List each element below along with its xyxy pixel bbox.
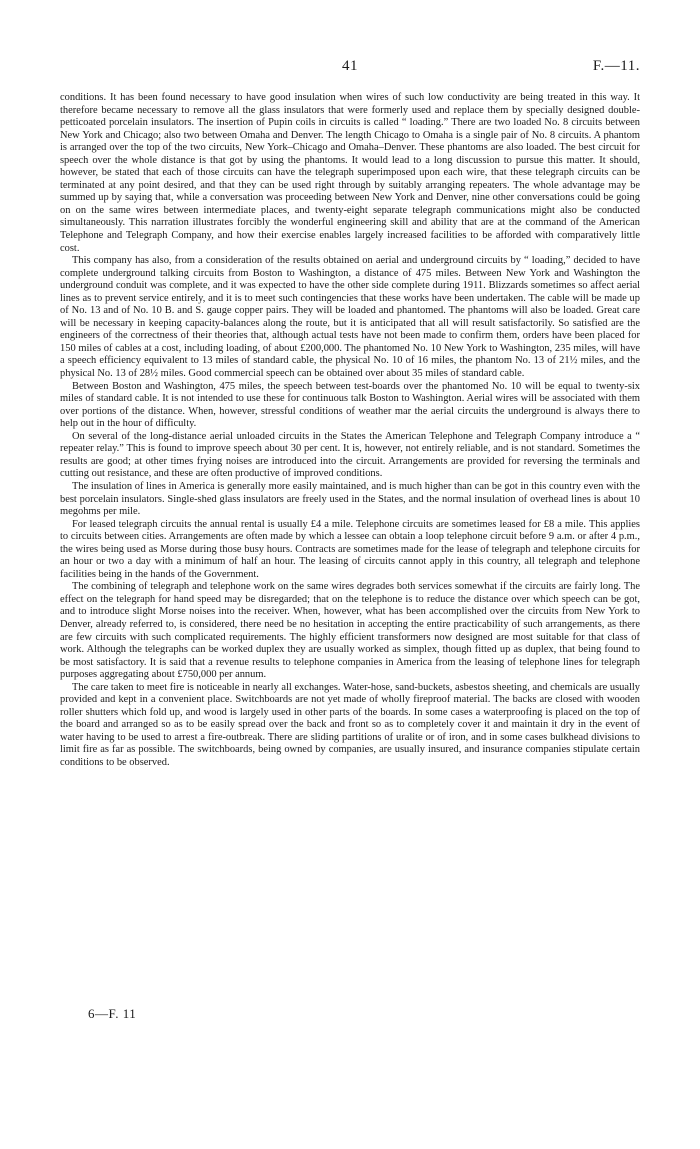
body-text [60, 92, 640, 770]
page-header [60, 58, 640, 78]
paragraph: The combining of telegraph and telephone work on the same wires degrades both services somewhat if the circuits are fairly long. The effect on the telegraph for hand speed may be disregarded; that on the telephone is to reduce the distance over which speech can be got, and to introduce slight Morse noises into the receiver. When, however, what has been accomplished over the circuits from New York to Denver, already referred to, is considered, there need be no hesitation in accepting the entire practicability of such arrangements, as there are few circuits with such complicated requirements. The highly efficient transformers now designed are most suitable for that class of work. Although the telegraphs can be worked duplex they are usually worked as simplex, though fitted up as duplex, that being found to be most satisfactory. It is said that a revenue results to telephone companies in America from the leasing of telephone lines for telegraph purposes aggregating about £750,000 per annum. [60, 581, 640, 681]
paragraph: Between Boston and Washington, 475 miles, the speech between test-boards over the phantomed No. 10 will be equal to twenty-six miles of standard cable. It is not intended to use these for continuous talk Boston to Washington. Aerial wires will be associated with them over portions of the distance. When, however, stressful conditions of weather mar the aerial circuits the underground is always there to help out in the hour of difficulty. [60, 380, 640, 430]
paragraph: The insulation of lines in America is generally more easily maintained, and is much higher than can be got in this country even with the best porcelain insulators. Single-shed glass insulators are freely used in the States, and the normal insulation of overhead lines is about 10 megohms per mile. [60, 480, 640, 518]
page-number: 41 [342, 58, 358, 74]
document-code: F.—11. [592, 58, 640, 74]
paragraph: The care taken to meet fire is noticeable in nearly all exchanges. Water-hose, sand-buckets, asbestos sheeting, and chemicals are usually provided and kept in a convenient place. Switchboards are not yet made of wholly fireproof material. The backs are closed with wooden roller shutters which fold up, and wood is largely used in other parts of the boards. In some cases a waterproofing is placed on the top of the board and arranged so as to be easily spread over the back and front so as to completely cover it and maintain it dry in the event of water having to be used to arrest a fire-outbreak. There are sliding partitions of uralite or of iron, and in some cases bulkhead divisions to limit fire as far as possible. The switchboards, being owned by companies, are usually insured, and insurance companies stipulate certain conditions to be observed. [60, 681, 640, 768]
signature-mark: 6—F. 11 [88, 1006, 137, 1021]
paragraph: For leased telegraph circuits the annual rental is usually £4 a mile. Telephone circuits are sometimes leased for £8 a mile. This applies to circuits between cities. Arrangements are often made by which a lessee can obtain a loop telephone circuit before 9 a.m. or after 4 p.m., the wires being used as Morse during those busy hours. Contracts are sometimes made for the lease of telegraph and telephone circuits for an hour or two a day with a minimum of half an hour. The leasing of circuits cannot apply in this country, all telegraph and telephone facilities being in the hands of the Government. [60, 518, 640, 580]
paragraph: On several of the long-distance aerial unloaded circuits in the States the American Telephone and Telegraph Company introduce a “ repeater relay.” This is found to improve speech about 30 per cent. It is, however, not entirely reliable, and is not standard. Sometimes the results are good; at other times frying noises are introduced into the circuit. Arrangements are provided for reversing the terminals and cutting out resistance, and these are often productive of improved conditions. [60, 430, 640, 480]
paragraph: This company has also, from a consideration of the results obtained on aerial and underground circuits by “ loading,” decided to have complete underground talking circuits from Boston to Washington, a distance of 475 miles. Between New York and Washington the underground conduit was complete, and it was expected to have the other side complete during 1911. Blizzards sometimes so affect aerial lines as to prevent service entirely, and it is to meet such contingencies that these works have been undertaken. The cable will be made up of No. 13 and of No. 10 B. and S. gauge copper pairs. They will be loaded and phantomed. The phantoms will also be loaded. Great care will be necessary in keeping capacity-balances along the route, but it is anticipated that all will result satisfactorily. So satisfied are the engineers of the correctness of their theories that, although actual tests have not been made to confirm them, orders have been placed for 150 miles of cables at a cost, including loading, of about £200,000. The phantomed No. 10 New York to Washington, 235 miles, will have a speech efficiency equivalent to 13 miles of standard cable, the physical No. 10 of 16 miles, the phantom No. 13 of 21½ miles, and the physical No. 13 of 28½ miles. Good commercial speech can be obtained over about 35 miles of standard cable. [60, 255, 640, 380]
paragraph: conditions. It has been found necessary to have good insulation when wires of such low conductivity are being treated in this way. It therefore became necessary to remove all the glass insulators that were formerly used and replace them by specially designed double-petticoated porcelain insulators. The insertion of Pupin coils in circuits is called “ loading.” There are two loaded No. 8 circuits between New York and Chicago; also two between Omaha and Denver. The length Chicago to Omaha is a single pair of No. 8 circuits. A phantom is arranged over the top of the two circuits, New York–Chicago and Omaha–Denver. These phantoms are also loaded. The best circuit for speech over the whole distance is that got by using the phantoms. It would lead to a long discussion to pursue this matter. It should, however, be stated that each of those circuits can have the telegraph superimposed upon each wire, that these telegraph circuits can be terminated at any point desired, and that they can be used right through by suitably arranging repeaters. The whole advantage may be summed up by saying that, while a conversation was proceeding between New York and Denver, nine other conversations could be going on on the same wires between intermediate places, and twenty-eight separate telegraph communications might also be conducted simultaneously. This narration illustrates forcibly the wonderful engineering skill and ability that are at the command of the American Telephone and Telegraph Company, and how their exercise enables largely increased facilities to be afforded with comparatively little cost. [60, 92, 640, 254]
